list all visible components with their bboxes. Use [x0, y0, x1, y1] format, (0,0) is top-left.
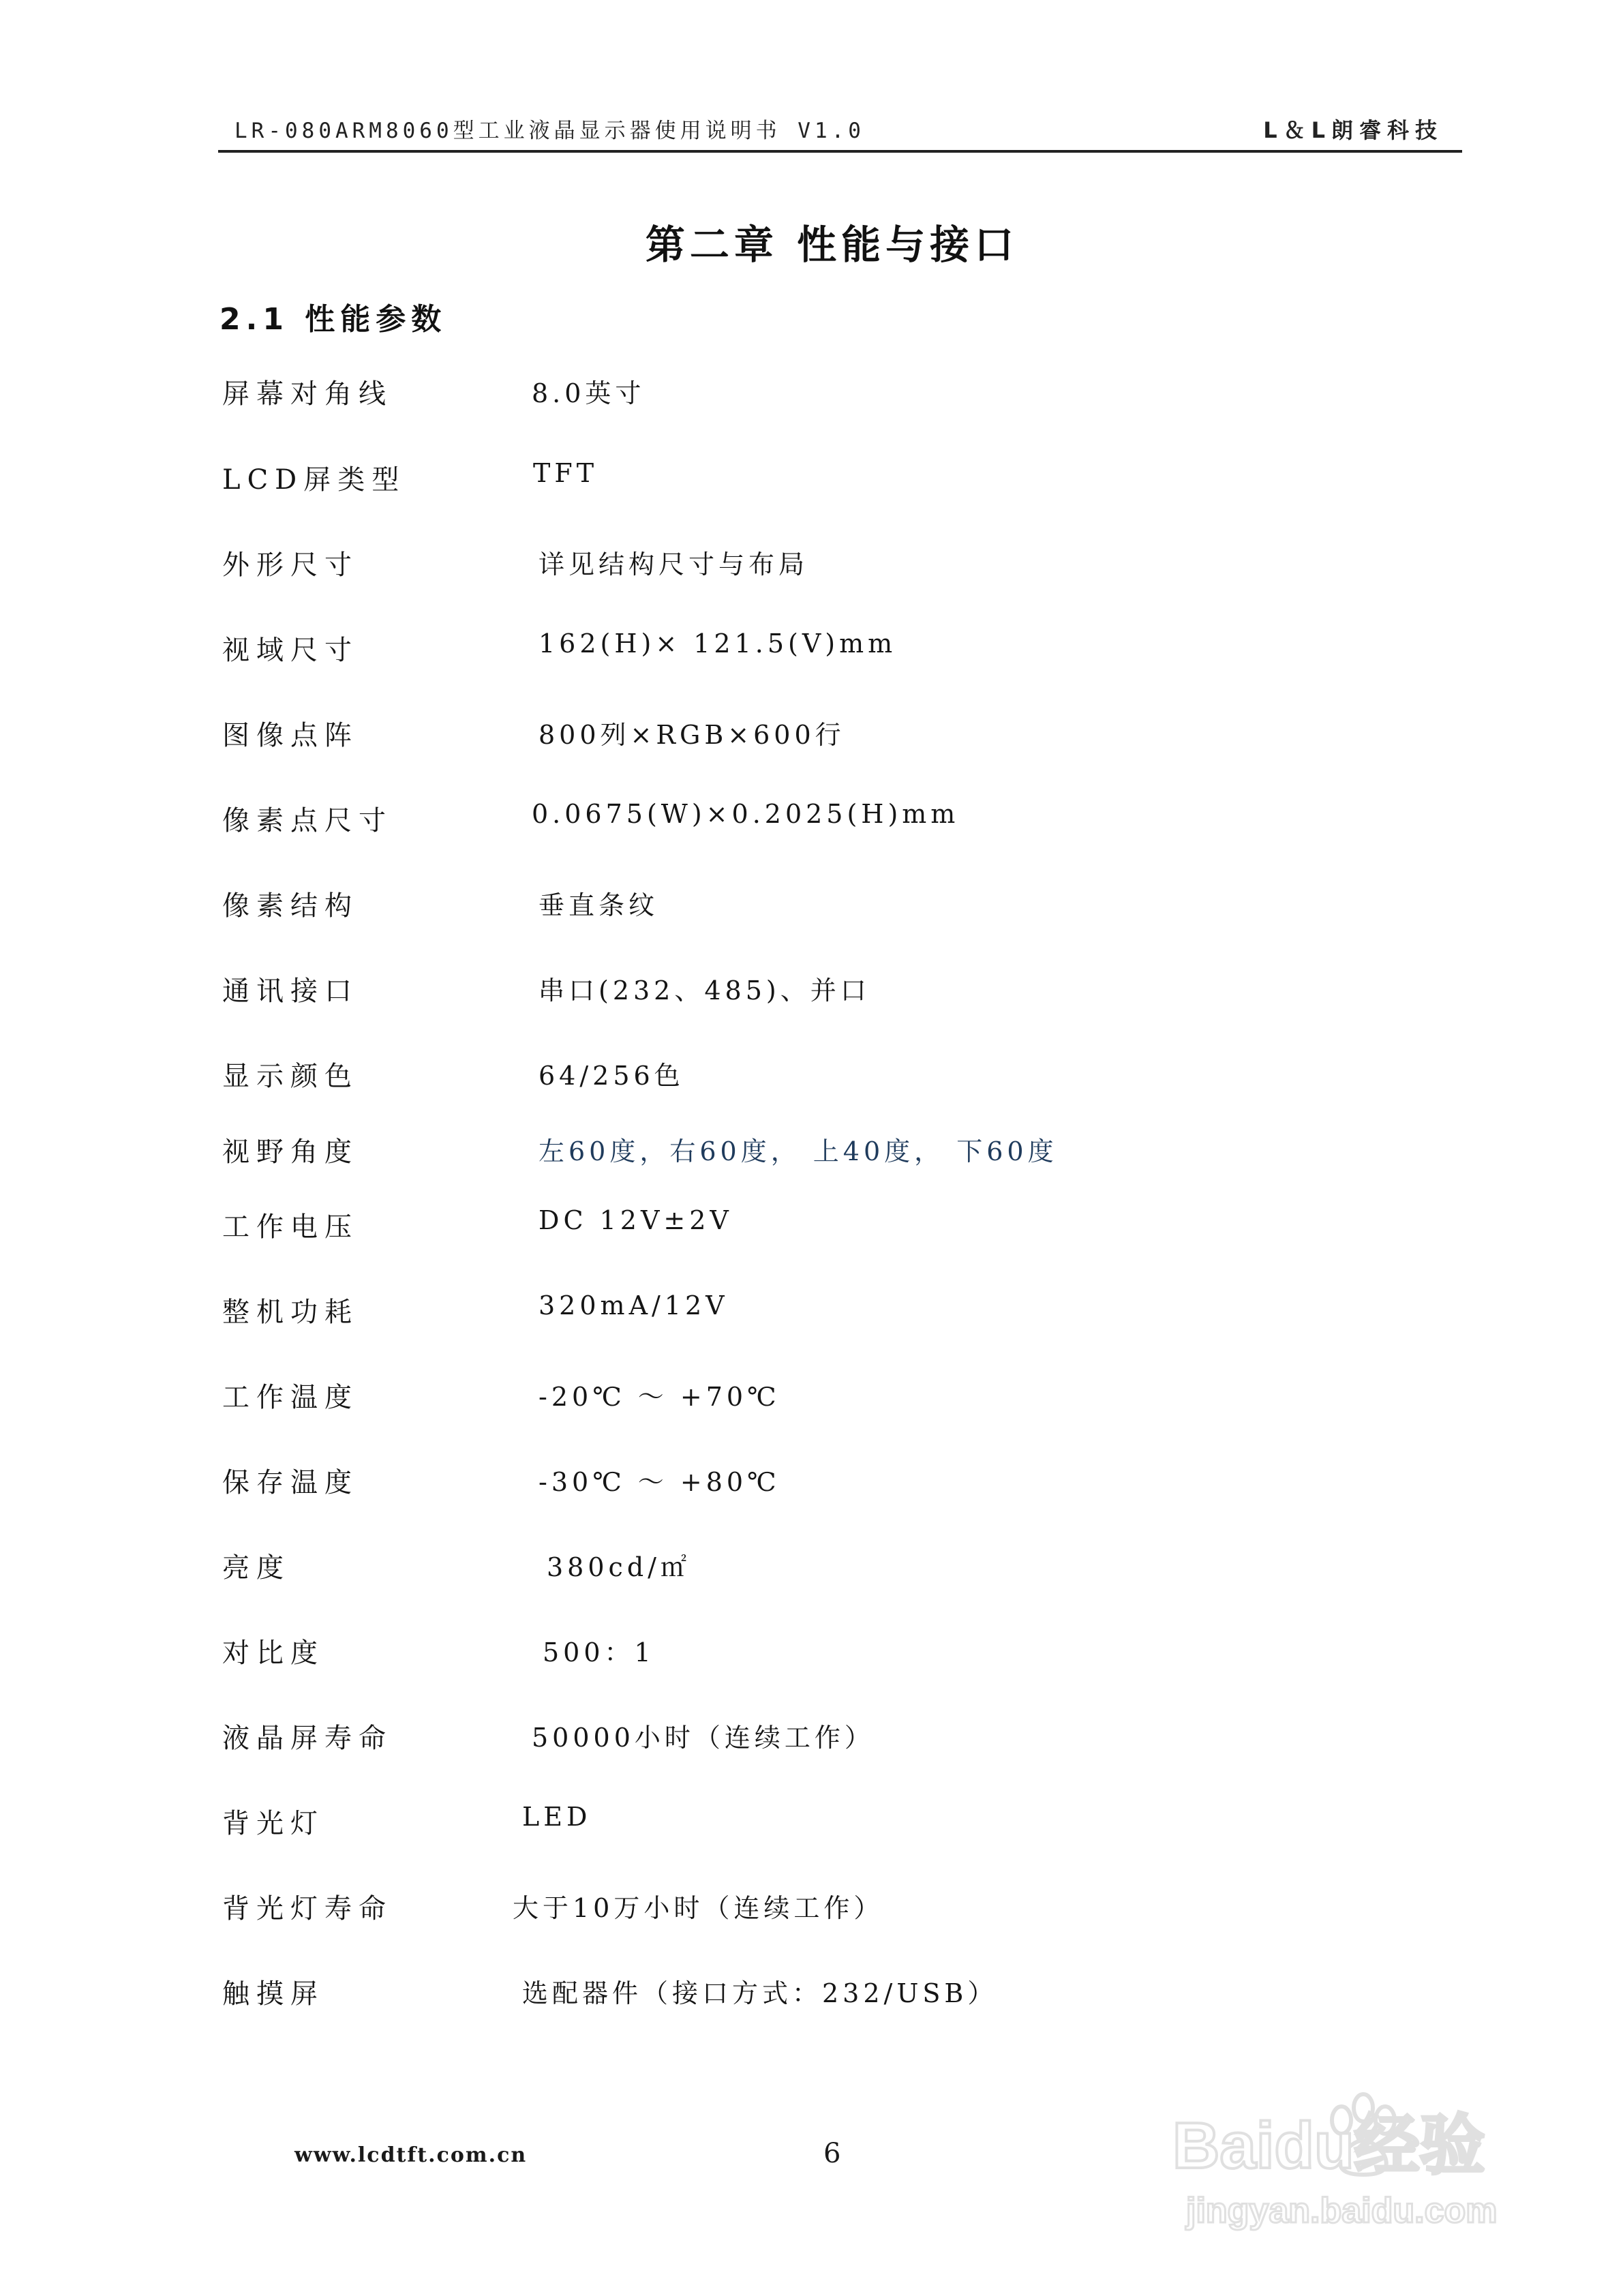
footer-website: www.lcdtft.com.cn — [294, 2143, 528, 2167]
spec-label: 保存温度 — [222, 1467, 359, 1498]
spec-row — [0, 1631, 1623, 1672]
spec-row — [0, 372, 1623, 413]
spec-row — [0, 714, 1623, 755]
spec-label: 像素点尺寸 — [222, 805, 393, 836]
spec-value: TFT — [533, 458, 598, 488]
spec-label: LCD屏类型 — [222, 464, 406, 496]
spec-row — [0, 1717, 1623, 1757]
spec-row — [0, 543, 1623, 584]
spec-value: 详见结构尺寸与布局 — [539, 549, 809, 579]
spec-row — [0, 1972, 1623, 2013]
spec-value: 162(H)× 121.5(V)mm — [539, 629, 897, 659]
spec-row — [0, 1887, 1623, 1928]
spec-label: 触摸屏 — [222, 1978, 324, 2010]
spec-label: 工作温度 — [222, 1382, 359, 1413]
page-number: 6 — [823, 2138, 841, 2169]
spec-row — [0, 1055, 1623, 1096]
spec-value: 500：1 — [543, 1637, 655, 1667]
spec-label: 像素结构 — [222, 890, 359, 922]
spec-value: 50000小时（连续工作） — [532, 1723, 875, 1753]
chapter-title: 第二章 性能与接口 — [645, 222, 1019, 268]
spec-value: DC 12V±2V — [539, 1205, 733, 1235]
spec-label: 通讯接口 — [222, 976, 359, 1007]
spec-label: 背光灯 — [222, 1808, 324, 1839]
spec-row — [0, 1461, 1623, 1502]
spec-row — [0, 1130, 1623, 1171]
spec-row — [0, 1546, 1623, 1587]
spec-value: 380cd/㎡ — [547, 1552, 691, 1582]
spec-row — [0, 1205, 1623, 1246]
spec-label: 对比度 — [222, 1637, 324, 1669]
spec-value: 串口(232、485)、并口 — [539, 976, 870, 1006]
spec-row — [0, 1802, 1623, 1843]
spec-value: 0.0675(W)×0.2025(H)mm — [532, 799, 960, 829]
spec-value: 320mA/12V — [539, 1290, 729, 1320]
spec-label: 图像点阵 — [222, 720, 359, 751]
spec-value: 大于10万小时（连续工作） — [513, 1893, 884, 1923]
baidu-jingyan-watermark — [1159, 2072, 1541, 2250]
spec-value: 800列×RGB×600行 — [539, 720, 845, 750]
spec-label: 外形尺寸 — [222, 549, 359, 581]
page-header — [218, 113, 1462, 153]
spec-value: 选配器件（接口方式：232/USB） — [522, 1978, 998, 2008]
spec-label: 亮度 — [222, 1552, 290, 1584]
spec-label: 液晶屏寿命 — [222, 1723, 393, 1754]
spec-value: 左60度，右60度， 上40度， 下60度 — [539, 1136, 1058, 1166]
spec-value: 垂直条纹 — [539, 890, 659, 920]
spec-label: 整机功耗 — [222, 1297, 359, 1328]
spec-row — [0, 969, 1623, 1010]
spec-value: -30℃ ～ +80℃ — [539, 1467, 780, 1497]
spec-row — [0, 1376, 1623, 1417]
spec-row — [0, 1290, 1623, 1331]
spec-label: 视域尺寸 — [222, 635, 359, 666]
spec-value: 64/256色 — [539, 1061, 684, 1091]
spec-row — [0, 629, 1623, 669]
spec-row — [0, 884, 1623, 925]
spec-label: 视野角度 — [222, 1136, 359, 1168]
spec-label: 背光灯寿命 — [222, 1893, 393, 1924]
watermark-logo-text: Baidu经验 — [1172, 2109, 1485, 2182]
spec-label: 工作电压 — [222, 1211, 359, 1243]
spec-value: LED — [522, 1802, 592, 1832]
spec-label: 显示颜色 — [222, 1061, 359, 1092]
spec-value: -20℃ ～ +70℃ — [539, 1382, 780, 1412]
spec-row — [0, 458, 1623, 499]
spec-row — [0, 799, 1623, 840]
section-title: 2.1 性能参数 — [219, 302, 447, 337]
watermark-url-text: jingyan.baidu.com — [1186, 2191, 1498, 2231]
spec-value: 8.0英寸 — [532, 378, 646, 408]
company-name: L＆L朗睿科技 — [1263, 117, 1443, 143]
document-title: LR-080ARM8060型工业液晶显示器使用说明书 V1.0 — [234, 119, 865, 143]
spec-label: 屏幕对角线 — [222, 378, 393, 410]
